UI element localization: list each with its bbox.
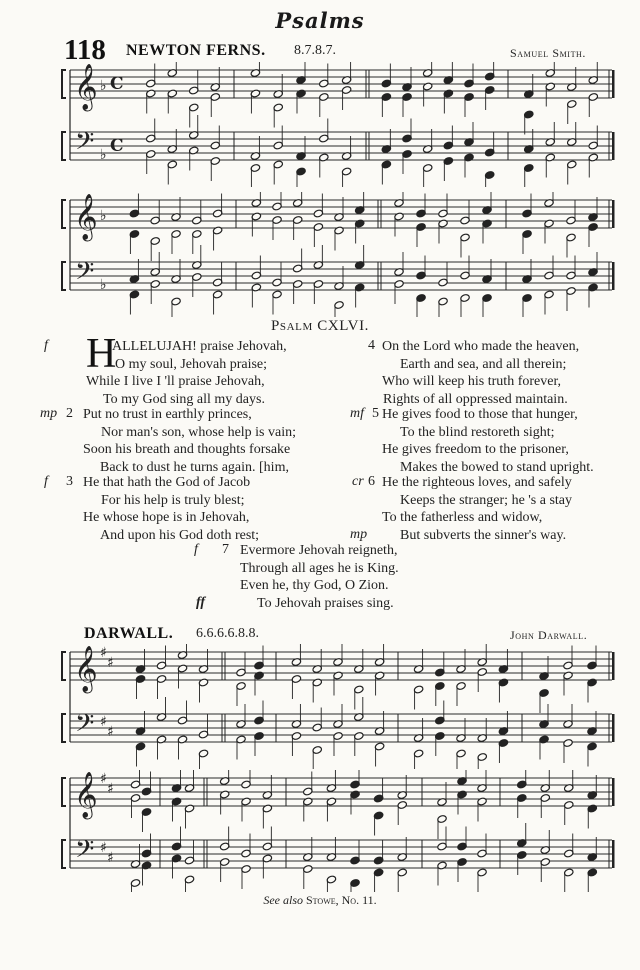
verse-7-line: To Jehovah praises sing. xyxy=(257,595,394,611)
tune1-name: NEWTON FERNS. xyxy=(126,42,266,59)
music-system-2 xyxy=(0,192,640,317)
sharp-icon: ♯ xyxy=(100,645,107,661)
treble-clef-icon: 𝄞 xyxy=(74,772,98,818)
final-barline xyxy=(612,714,615,742)
hymn-number: 118 xyxy=(64,34,106,66)
verse-1-line: While I live I 'll praise Jehovah, xyxy=(86,374,265,390)
verse-4-line: Earth and sea, and all therein; xyxy=(400,356,567,372)
final-barline xyxy=(612,840,615,868)
final-barline xyxy=(612,262,615,290)
see-also-ref: Stowe, No. 11. xyxy=(306,893,377,907)
brace-icon xyxy=(62,840,66,868)
verse-5-dynamic: mf xyxy=(350,406,364,421)
sharp-icon: ♯ xyxy=(107,724,114,740)
verse-7-number: 7 xyxy=(222,542,229,557)
verse-3-line: He that hath the God of Jacob xyxy=(83,475,251,490)
verse-1-line: ALLELUJAH! praise Jehovah, xyxy=(112,339,287,354)
sharp-icon: ♯ xyxy=(107,655,114,671)
sharp-icon: ♯ xyxy=(107,781,114,797)
verse-2-number: 2 xyxy=(66,406,73,421)
verse-5-number: 5 xyxy=(372,406,379,421)
brace-icon xyxy=(62,132,66,160)
sharp-icon: ♯ xyxy=(100,714,107,730)
final-barline xyxy=(612,200,615,228)
tune1-composer: Samuel Smith. xyxy=(510,46,587,60)
verse-2-line: Nor man's son, whose help is vain; xyxy=(101,424,297,440)
tune2-name: DARWALL. xyxy=(84,625,174,642)
verse-1-line: O my soul, Jehovah praise; xyxy=(115,356,268,372)
sharp-icon: ♯ xyxy=(100,771,107,787)
see-also-footer xyxy=(0,893,640,908)
final-barline xyxy=(612,778,615,806)
verse-6-dynamic: cr xyxy=(352,474,364,489)
treble-clef-icon: 𝄞 xyxy=(74,64,98,110)
brace-icon xyxy=(62,200,66,228)
verse-2-dynamic: mp xyxy=(40,406,58,421)
verse-3-number: 3 xyxy=(66,474,73,489)
verse-7-line: Even he, thy God, O Zion. xyxy=(240,578,389,594)
verse-6-line: Keeps the stranger; he 's a stay xyxy=(400,492,573,508)
tune1-meter: 8.7.8.7. xyxy=(294,43,336,58)
verse-5-line: He gives food to those that hunger, xyxy=(382,407,578,422)
brace-icon xyxy=(62,714,66,742)
verse-4-line: Who will keep his truth forever, xyxy=(382,374,562,390)
final-barline xyxy=(612,652,615,680)
sharp-icon: ♯ xyxy=(107,850,114,866)
see-also-label: See also xyxy=(263,893,303,907)
tune2-composer: John Darwall. xyxy=(510,628,588,642)
verse-2-line: Back to dust he turns again. [him, xyxy=(100,459,289,475)
verse-1-dynamic: f xyxy=(44,338,48,353)
brace-icon xyxy=(62,262,66,290)
treble-clef-icon: 𝄞 xyxy=(74,646,98,692)
verse-7-line: Evermore Jehovah reigneth, xyxy=(240,543,398,558)
tune2-meter: 6.6.6.6.8.8. xyxy=(196,626,259,641)
common-time-icon: C xyxy=(110,136,124,156)
drop-cap: H xyxy=(86,331,117,377)
verse-6-last-dynamic: mp xyxy=(350,526,368,542)
verse-5-line: To the blind restoreth sight; xyxy=(400,424,555,440)
verse-3-line: And upon his God doth rest; xyxy=(100,527,260,543)
verse-1-line: To my God sing all my days. xyxy=(103,391,265,407)
brace-icon xyxy=(62,70,66,98)
common-time-icon: C xyxy=(110,74,124,94)
verse-2-line: Put no trust in earthly princes, xyxy=(83,407,252,422)
verse-5-line: He gives freedom to the prisoner, xyxy=(382,442,569,458)
sharp-icon: ♯ xyxy=(100,840,107,856)
psalm-title-text: Psalm CXLVI. xyxy=(270,318,370,334)
verse-7-last-dynamic: ff xyxy=(196,594,206,610)
bass-clef-icon: 𝄢 xyxy=(75,835,95,870)
bass-clef-icon: 𝄢 xyxy=(75,257,95,292)
bass-clef-icon: 𝄢 xyxy=(75,127,95,162)
flat-icon: ♭ xyxy=(100,78,107,94)
brace-icon xyxy=(62,778,66,806)
verse-6-number: 6 xyxy=(368,474,375,489)
page-header: Psalms xyxy=(275,8,365,33)
verse-5-line: Makes the bowed to stand upright. xyxy=(400,459,594,475)
verse-4-line: On the Lord who made the heaven, xyxy=(382,339,580,354)
flat-icon: ♭ xyxy=(100,147,107,163)
verse-3-line: For his help is truly blest; xyxy=(101,492,245,508)
final-barline xyxy=(612,70,615,98)
verse-4-line: Rights of all oppressed maintain. xyxy=(383,391,568,407)
verse-6-line: But subverts the sinner's way. xyxy=(400,527,567,543)
verse-7-dynamic: f xyxy=(194,542,198,557)
flat-icon: ♭ xyxy=(100,277,107,293)
bass-clef-icon: 𝄢 xyxy=(75,709,95,744)
music-system-1 xyxy=(0,62,640,187)
verse-6-line: He the righteous loves, and safely xyxy=(382,475,572,490)
treble-clef-icon: 𝄞 xyxy=(74,194,98,240)
music-system-3 xyxy=(0,644,640,769)
verse-3-line: He whose hope is in Jehovah, xyxy=(83,510,250,526)
brace-icon xyxy=(62,652,66,680)
verse-2-line: Soon his breath and thoughts forsake xyxy=(83,442,291,458)
verse-6-line: To the fatherless and widow, xyxy=(382,510,543,526)
verse-7-line: Through all ages he is King. xyxy=(240,560,399,576)
music-system-4 xyxy=(0,770,640,892)
verse-3-dynamic: f xyxy=(44,474,48,489)
verse-4-number: 4 xyxy=(368,338,375,353)
flat-icon: ♭ xyxy=(100,208,107,224)
final-barline xyxy=(612,132,615,160)
